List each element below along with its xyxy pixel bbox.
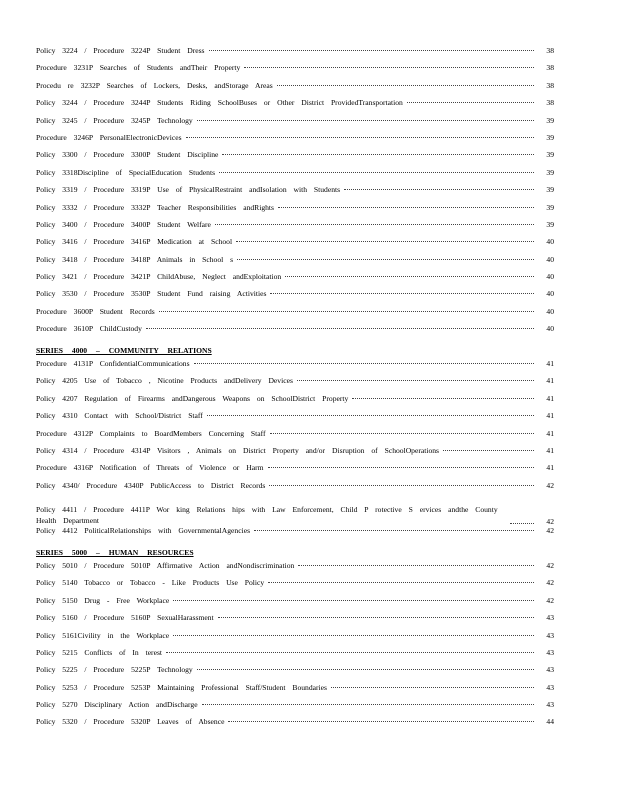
toc-entry-page: 40 [546,272,554,282]
toc-entry[interactable] [36,683,554,700]
toc-entry[interactable] [36,526,554,543]
dot-leader [298,565,534,566]
toc-entry-page: 41 [546,376,554,386]
toc-entry[interactable] [36,116,554,133]
toc-entry[interactable] [36,185,554,202]
toc-entry-title: Policy 3245 / Procedure 3245P Technology [36,115,193,125]
toc-entry[interactable] [36,578,554,595]
toc-entry[interactable] [36,220,554,237]
dot-leader [254,530,534,531]
dot-leader [222,154,534,155]
toc-entry-page: 40 [546,324,554,334]
toc-entry[interactable] [36,98,554,115]
dot-leader [270,293,534,294]
toc-entry-title: Policy 3400 / Procedure 3400P Student Welfare [36,219,211,229]
toc-entry-title: Policy 4412 PoliticalRelationships with GovernmentalAgencies [36,526,251,536]
toc-entry-title: Procedure 3610P ChildCustody [36,324,142,334]
dot-leader [244,67,534,68]
toc-entry-title: Policy 5270 Disciplinary Action andDischarge [36,700,198,710]
toc-entry[interactable] [36,150,554,167]
toc-entry-title: Policy 3530 / Procedure 3530P Student Fund raising Activities [36,289,267,299]
dot-leader [159,311,534,312]
toc-entry-page: 40 [546,237,554,247]
toc-entry[interactable] [36,665,554,682]
toc-entry-page: 41 [546,411,554,421]
toc-entry[interactable] [36,411,554,428]
toc-entry-title: Policy 5320 / Procedure 5320P Leaves of Absence [36,717,225,727]
dot-leader [407,102,534,103]
toc-entry-title: Policy 3421 / Procedure 3421P ChildAbuse, Neglect andExploitation [36,272,282,282]
toc-entry-title: Policy 4207 Regulation of Firearms andDangerous Weapons on SchoolDistrict Property [36,393,349,403]
toc-entry[interactable] [36,307,554,324]
dot-leader [173,600,534,601]
toc-entry-page: 39 [546,167,554,177]
toc-entry[interactable] [36,168,554,185]
toc-entry[interactable] [36,394,554,411]
dot-leader [207,415,534,416]
toc-entry-page: 39 [546,185,554,195]
toc-entry[interactable] [36,717,554,734]
table-of-contents [36,46,554,735]
toc-entry[interactable] [36,272,554,289]
toc-entry[interactable] [36,481,554,498]
toc-entry[interactable] [36,446,554,463]
toc-entry-page: 39 [546,219,554,229]
toc-entry-page: 39 [546,132,554,142]
toc-entry-page: 42 [546,560,554,570]
toc-entry-title: Policy 5215 Conflicts of In terest [36,647,163,657]
toc-entry-title: Policy 5010 / Procedure 5010P Affirmative Action andNondiscrimination [36,560,295,570]
dot-leader [237,259,534,260]
dot-leader [285,276,534,277]
dot-leader [297,380,534,381]
toc-entry-page: 43 [546,630,554,640]
toc-entry-page: 42 [546,595,554,605]
dot-leader [215,224,534,225]
dot-leader [510,523,534,524]
toc-entry[interactable] [36,203,554,220]
toc-entry-title: Policy 3418 / Procedure 3418P Animals in School s [36,254,234,264]
toc-entry[interactable] [36,237,554,254]
dot-leader [209,50,534,51]
dot-leader [219,172,534,173]
toc-entry[interactable] [36,46,554,63]
toc-entry-page: 39 [546,150,554,160]
toc-entry-page: 43 [546,682,554,692]
toc-entry-title: Policy 3244 / Procedure 3244P Students Riding SchoolBuses or Other District ProvidedTransportation [36,98,403,108]
toc-entry-title: Procedure 3231P Searches of Students andTheir Property [36,63,241,73]
dot-leader [331,687,534,688]
toc-entry[interactable] [36,324,554,341]
toc-entry-page: 41 [546,393,554,403]
toc-entry-page: 42 [546,526,554,536]
dot-leader [443,450,534,451]
toc-entry-title: Procedure 3600P Student Records [36,306,155,316]
toc-entry-title: Policy 3416 / Procedure 3416P Medication at School [36,237,233,247]
toc-entry-page: 41 [546,463,554,473]
toc-entry[interactable] [36,289,554,306]
toc-entry-page: 39 [546,115,554,125]
series-header: SERIES 4000 – COMMUNITY RELATIONS [36,345,212,355]
toc-entry[interactable] [36,429,554,446]
toc-entry-title: Policy 3300 / Procedure 3300P Student Discipline [36,150,219,160]
dot-leader [278,207,534,208]
toc-entry[interactable] [36,463,554,480]
toc-entry[interactable] [36,63,554,80]
toc-entry-page: 40 [546,306,554,316]
toc-entry-title: Procedu re 3232P Searches of Lockers, Desks, andStorage Areas [36,80,273,90]
toc-entry-title: Policy 5253 / Procedure 5253P Maintaining Professional Staff/Student Boundaries [36,682,327,692]
toc-entry[interactable] [36,498,554,526]
toc-entry-title: Policy 3332 / Procedure 3332P Teacher Responsibilities andRights [36,202,274,212]
toc-entry[interactable] [36,255,554,272]
dot-leader [352,398,534,399]
toc-entry-title: Policy 4205 Use of Tobacco , Nicotine Products andDelivery Devices [36,376,293,386]
toc-entry[interactable] [36,613,554,630]
toc-entry-title: Policy 4411 / Procedure 4411P Wor king Relations hips with Law Enforcement, Child P rotective S ervices andthe County Health Department [36,505,498,526]
toc-entry[interactable] [36,81,554,98]
toc-entry-title: Policy 4314 / Procedure 4314P Visitors , Animals on District Property and/or Disruption of SchoolOperations [36,445,440,455]
dot-leader [186,137,534,138]
toc-entry-page: 42 [546,517,554,527]
toc-entry-page: 41 [546,428,554,438]
dot-leader [228,721,534,722]
toc-entry-page: 38 [546,98,554,108]
toc-entry-title: Policy 5160 / Procedure 5160P SexualHarassment [36,613,214,623]
toc-entry-title: Policy 5225 / Procedure 5225P Technology [36,665,193,675]
dot-leader [344,189,534,190]
toc-entry[interactable] [36,359,554,376]
toc-entry-page: 43 [546,613,554,623]
dot-leader [268,582,534,583]
toc-entry[interactable] [36,631,554,648]
dot-leader [173,635,534,636]
dot-leader [269,485,534,486]
dot-leader [268,467,534,468]
toc-entry[interactable] [36,133,554,150]
toc-entry-page: 44 [546,717,554,727]
toc-entry[interactable] [36,376,554,393]
toc-entry-page: 42 [546,480,554,490]
toc-entry[interactable] [36,561,554,578]
toc-entry-title: Procedure 3246P PersonalElectronicDevices [36,132,182,142]
toc-entry-title: Procedure 4316P Notification of Threats of Violence or Harm [36,463,264,473]
toc-entry-title: Policy 3224 / Procedure 3224P Student Dress [36,46,205,55]
toc-entry-page: 42 [546,578,554,588]
toc-entry-title: Policy 5140 Tobacco or Tobacco - Like Products Use Policy [36,578,265,588]
toc-entry-page: 41 [546,359,554,369]
toc-entry-title: Policy 3319 / Procedure 3319P Use of PhysicalRestraint andIsolation with Students [36,185,341,195]
toc-entry-page: 43 [546,700,554,710]
toc-entry-title: Policy 5161Civility in the Workplace [36,630,170,640]
toc-entry[interactable] [36,596,554,613]
toc-entry-page: 38 [546,63,554,73]
dot-leader [166,652,534,653]
toc-entry[interactable] [36,700,554,717]
toc-entry-title: Policy 3318Discipline of SpecialEducation Students [36,167,216,177]
toc-entry-title: Policy 4310 Contact with School/District Staff [36,411,203,421]
toc-entry-title: Procedure 4131P ConfidentialCommunications [36,359,190,369]
toc-entry-page: 40 [546,254,554,264]
toc-entry-page: 40 [546,289,554,299]
toc-entry-title: Procedure 4312P Complaints to BoardMembers Concerning Staff [36,428,266,438]
toc-entry-page: 43 [546,647,554,657]
dot-leader [236,241,534,242]
toc-entry-page: 43 [546,665,554,675]
toc-entry-page: 39 [546,202,554,212]
dot-leader [202,704,534,705]
toc-entry[interactable] [36,648,554,665]
dot-leader [277,85,534,86]
toc-entry-title: Policy 5150 Drug - Free Workplace [36,595,170,605]
toc-entry-page: 41 [546,445,554,455]
toc-entry-page: 38 [546,80,554,90]
series-header: SERIES 5000 – HUMAN RESOURCES [36,547,194,557]
dot-leader [197,669,534,670]
toc-entry-page: 38 [546,46,554,55]
dot-leader [194,363,534,364]
dot-leader [218,617,534,618]
dot-leader [146,328,534,329]
dot-leader [270,433,534,434]
toc-entry-title: Policy 4340/ Procedure 4340P PublicAccess to District Records [36,480,266,490]
dot-leader [197,120,534,121]
